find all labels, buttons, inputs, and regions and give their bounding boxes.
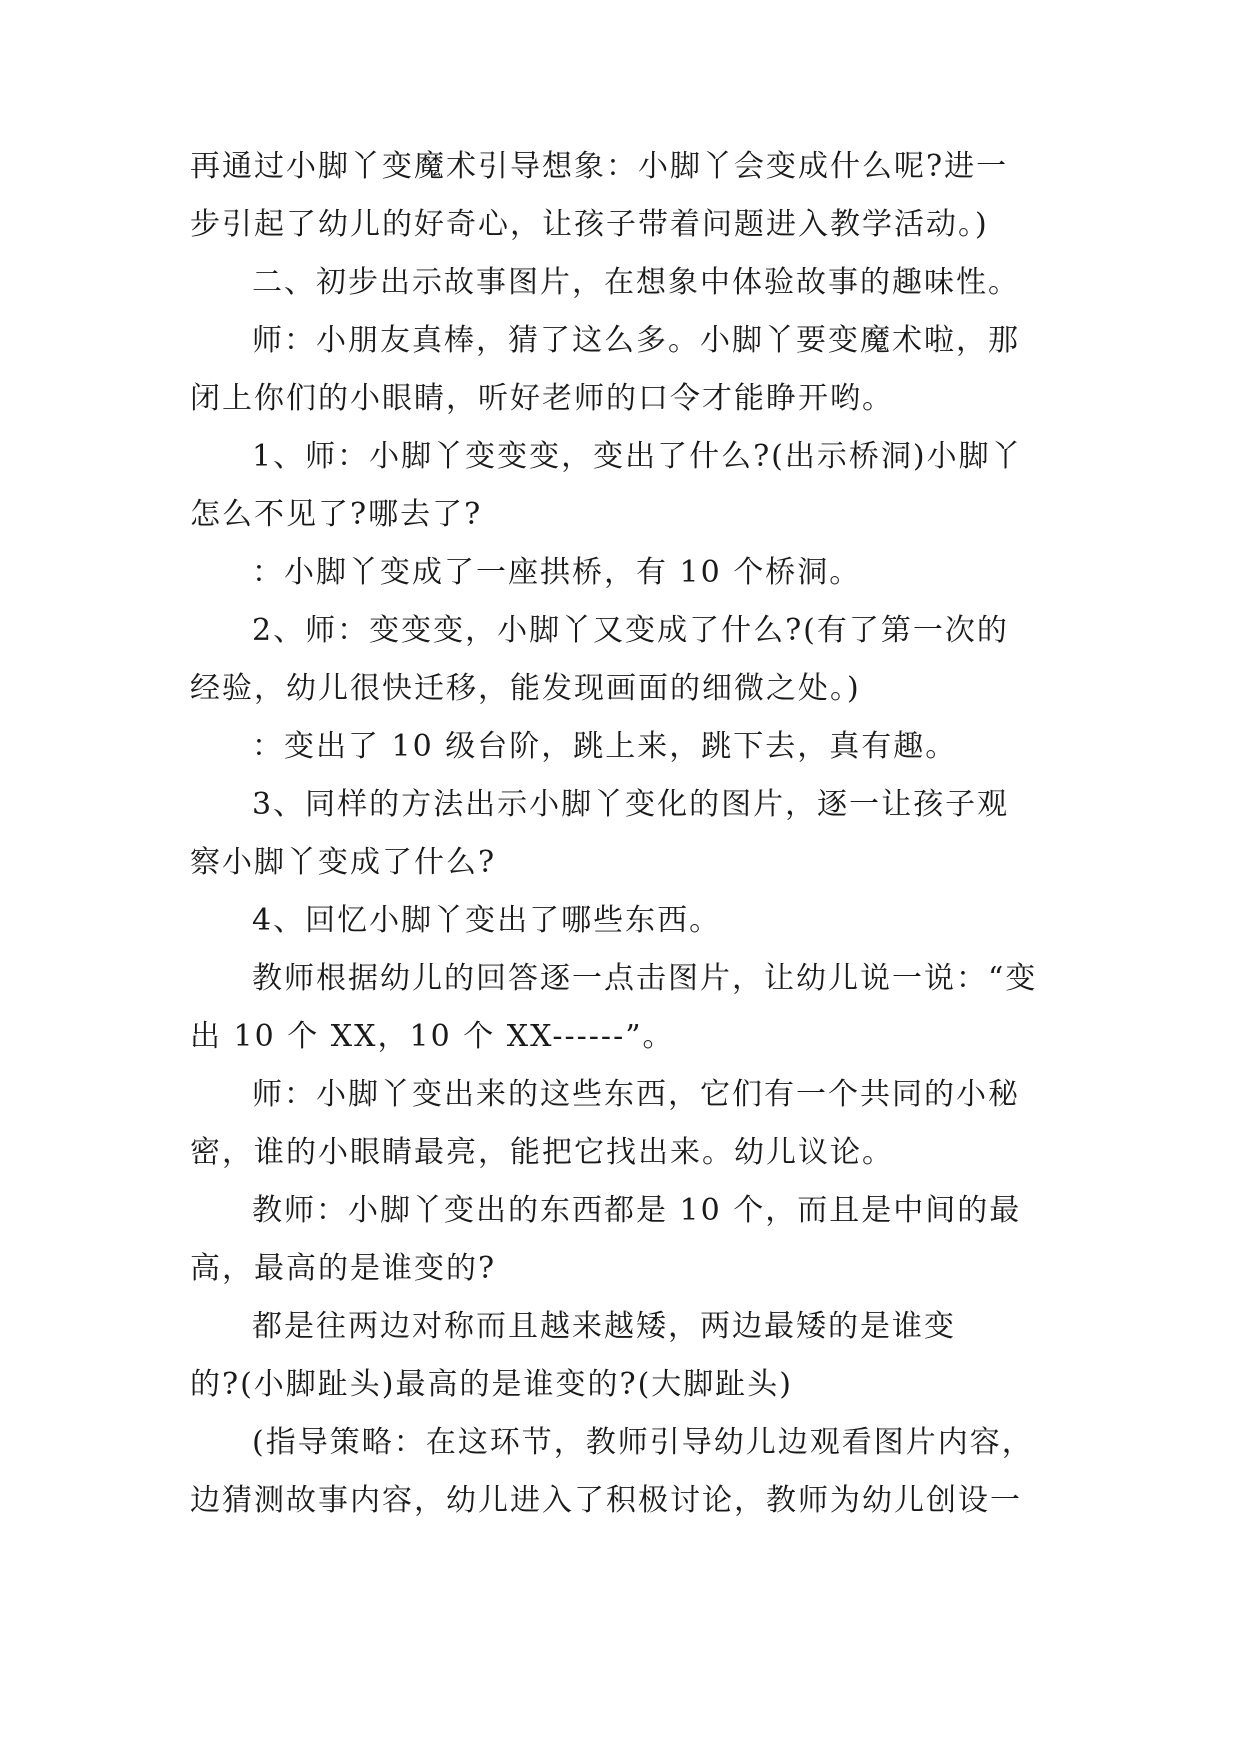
text-line: 教师根据幼儿的回答逐一点击图片，让幼儿说一说：“变 bbox=[252, 961, 1038, 996]
text-line: 高，最高的是谁变的? bbox=[190, 1251, 497, 1286]
text-line: 教师：小脚丫变出的东西都是 10 个，而且是中间的最 bbox=[252, 1193, 1022, 1228]
text-line: 2、师：变变变，小脚丫又变成了什么?(有了第一次的 bbox=[252, 613, 1009, 648]
text-line: 步引起了幼儿的好奇心，让孩子带着问题进入教学活动。) bbox=[190, 207, 989, 242]
text-line: 师：小朋友真棒，猜了这么多。小脚丫要变魔术啦，那 bbox=[252, 323, 1020, 358]
text-line: 边猜测故事内容，幼儿进入了积极讨论，教师为幼儿创设一 bbox=[190, 1483, 1022, 1518]
text-line: (指导策略：在这环节，教师引导幼儿边观看图片内容， bbox=[252, 1425, 1034, 1460]
text-line: 密，谁的小眼睛最亮，能把它找出来。幼儿议论。 bbox=[190, 1135, 894, 1170]
text-line: 出 10 个 XX，10 个 XX------”。 bbox=[190, 1019, 675, 1054]
text-line: ：变出了 10 级台阶，跳上来，跳下去，真有趣。 bbox=[252, 729, 958, 764]
text-line: 怎么不见了?哪去了? bbox=[190, 497, 483, 532]
text-line: 3、同样的方法出示小脚丫变化的图片，逐一让孩子观 bbox=[252, 787, 1010, 822]
section-heading: 二、初步出示故事图片，在想象中体验故事的趣味性。 bbox=[252, 265, 1020, 300]
text-line: 都是往两边对称而且越来越矮，两边最矮的是谁变 bbox=[252, 1309, 956, 1344]
text-line: 师：小脚丫变出来的这些东西，它们有一个共同的小秘 bbox=[252, 1077, 1020, 1112]
text-line: 的?(小脚趾头)最高的是谁变的?(大脚趾头) bbox=[190, 1367, 793, 1402]
text-line: 闭上你们的小眼睛，听好老师的口令才能睁开哟。 bbox=[190, 381, 894, 416]
text-line: 再通过小脚丫变魔术引导想象：小脚丫会变成什么呢?进一 bbox=[190, 149, 1009, 184]
text-line: 察小脚丫变成了什么? bbox=[190, 845, 497, 880]
text-line: 1、师：小脚丫变变变，变出了什么?(出示桥洞)小脚丫 bbox=[252, 439, 1023, 474]
text-line: ：小脚丫变成了一座拱桥，有 10 个桥洞。 bbox=[252, 555, 862, 590]
text-line: 4、回忆小脚丫变出了哪些东西。 bbox=[252, 903, 722, 938]
text-line: 经验，幼儿很快迁移，能发现画面的细微之处。) bbox=[190, 671, 861, 706]
